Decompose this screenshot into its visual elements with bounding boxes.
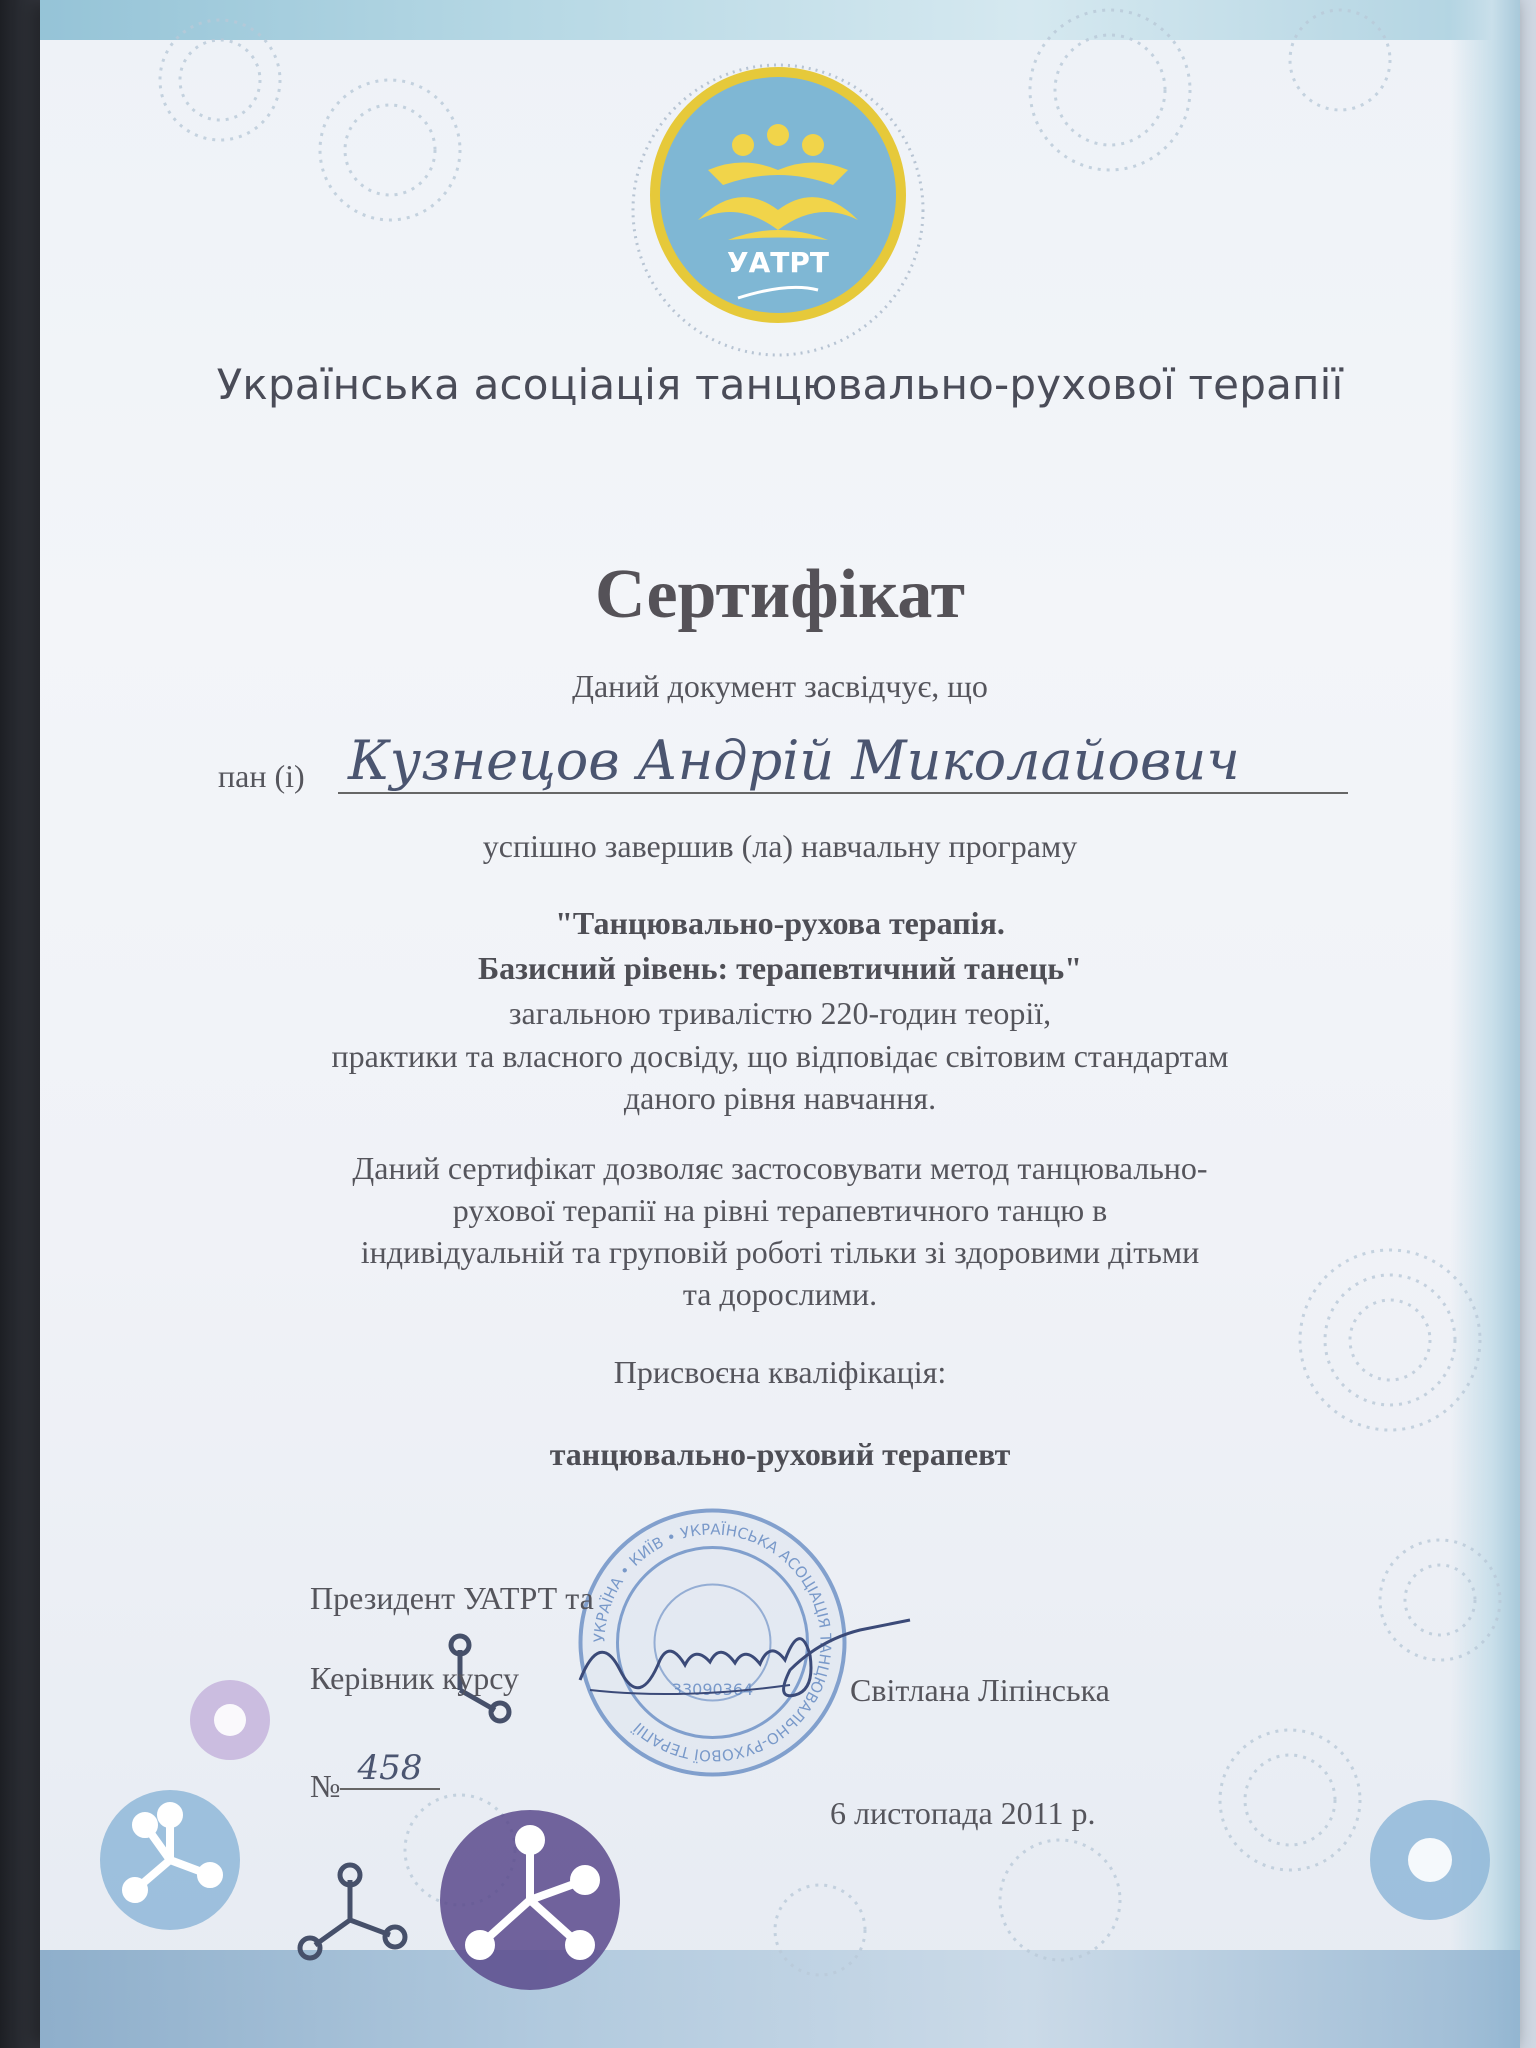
description-line-3: даного рівня навчання. <box>623 1080 937 1116</box>
description-line-1: загальною тривалістю 220-годин теорії, <box>508 995 1052 1031</box>
course-head-label: Керівник курсу <box>310 1660 519 1696</box>
qualification-label: Присвоєна кваліфікація: <box>613 1354 947 1390</box>
qualification-value: танцювально-руховий терапевт <box>549 1436 1011 1472</box>
permission-line-1: Даний сертифікат дозволяє застосовувати метод танцювально- <box>352 1150 1208 1186</box>
certificate-number: 458 <box>340 1748 440 1790</box>
description-line-2: практики та власного досвіду, що відповідає світовим стандартам <box>331 1038 1229 1074</box>
completed-text: успішно завершив (ла) навчальну програму <box>482 828 1078 864</box>
organization-name: Українська асоціація танцювально-рухової терапії <box>216 360 1344 409</box>
stamp-code: 33090364 <box>671 1680 754 1699</box>
association-logo <box>628 60 928 360</box>
certificate-title: Сертифікат <box>595 556 965 633</box>
recipient-name: Кузнецов Андрій Миколайович <box>338 730 1348 794</box>
certificate-sheet <box>40 0 1520 2048</box>
program-title-line-2: Базисний рівень: терапевтичний танець" <box>478 950 1082 986</box>
permission-line-4: та дорослими. <box>682 1276 878 1312</box>
permission-line-2: рухової терапії на рівні терапевтичного танцю в <box>452 1192 1108 1228</box>
permission-line-3: індивідуальній та груповій роботі тільки зі здоровими дітьми <box>360 1234 1200 1270</box>
stamp-outer-text: УКРАЇНА • КИЇВ • УКРАЇНСЬКА АСОЦІАЦІЯ ТАНЦЮВАЛЬНО-РУХОВОЇ ТЕРАПІЇ <box>590 1520 835 1765</box>
emblem-text: УАТРТ <box>727 246 829 279</box>
name-prefix: пан (і) <box>218 758 305 794</box>
certifies-text: Даний документ засвідчує, що <box>572 668 988 704</box>
recipient-name-line <box>218 730 1398 800</box>
certificate-number-label: № <box>310 1768 341 1804</box>
president-label: Президент УАТРТ та <box>310 1580 594 1616</box>
program-title-line-1: "Танцювально-рухова терапія. <box>555 905 1005 941</box>
signer-name: Світлана Ліпінська <box>850 1672 1110 1708</box>
issue-date: 6 листопада 2011 р. <box>830 1795 1096 1831</box>
